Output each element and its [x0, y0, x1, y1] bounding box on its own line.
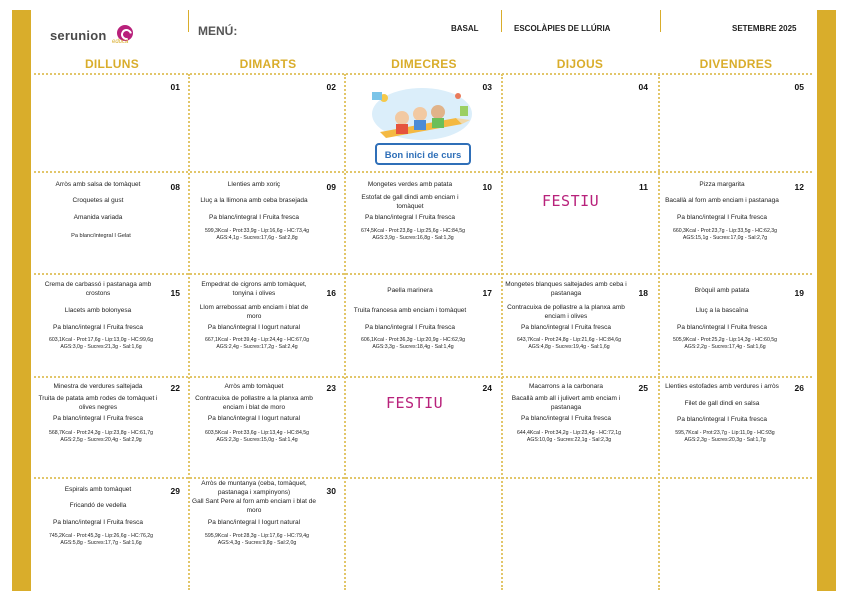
day-number: 12: [794, 182, 804, 192]
day-number: 03: [482, 82, 492, 92]
dessert: Pa blanc/integral I Iogurt natural: [207, 519, 301, 526]
nutrition-line-2: AGS:3,3g - Sucres:18,4g - Sal:1,4g: [372, 344, 454, 350]
day-number: 26: [794, 383, 804, 393]
day-cell: [34, 378, 184, 478]
second-course: Llom arrebossat amb enciam i blat de moro: [199, 304, 309, 320]
day-number: 25: [638, 383, 648, 393]
day-cell: [502, 378, 652, 478]
nutrition-line-1: 745,2Kcal - Prot:45,3g - Lip:26,6g - HC:76,2g: [48, 533, 154, 539]
nutrition-line-1: 667,1Kcal - Prot:39,4g - Lip:24,4g - HC:67,0g: [204, 337, 310, 343]
header-divider: [660, 10, 661, 32]
nutrition-line-2: AGS:2,2g - Sucres:17,4g - Sal:1,6g: [684, 344, 766, 350]
dessert: Pa blanc/integral I Fruita fresca: [53, 519, 143, 526]
second-course: Croquetes al gust: [72, 197, 124, 204]
day-cell: [502, 174, 652, 274]
nutrition-line-1: 660,3Kcal - Prot:23,7g - Lip:33,5g - HC:62,3g: [672, 228, 778, 234]
day-cell: [502, 74, 652, 174]
side-dish: Amanida variada: [73, 214, 123, 221]
nutrition-line-2: AGS:4,3g - Sucres:9,8g - Sal:2,0g: [217, 540, 297, 546]
second-course: Truita de patata amb rodes de tomàquet i olives negres: [38, 395, 158, 411]
first-course: Bròquil amb patata: [694, 287, 750, 294]
holiday-label: FESTIU: [542, 192, 600, 210]
nutrition-line-2: AGS:2,3g - Sucres:15,0g - Sal:1,4g: [216, 437, 298, 443]
day-cell: [34, 174, 184, 274]
first-course: Espirals amb tomàquet: [64, 486, 132, 493]
menu-label: MENÚ:: [198, 24, 238, 38]
first-course: Macarrons a la carbonara: [528, 383, 604, 390]
menu-type: BASAL: [451, 24, 479, 33]
day-number: 01: [170, 82, 180, 92]
dessert: Pa blanc/integral I Fruita fresca: [521, 324, 611, 331]
month-label: SETEMBRE 2025: [732, 24, 797, 33]
day-cell: [34, 276, 184, 376]
day-number: 02: [326, 82, 336, 92]
day-number: 19: [794, 288, 804, 298]
day-cell-empty: [658, 480, 808, 580]
nutrition-line-1: 603,1Kcal - Prot:17,6g - Lip:13,0g - HC:99,6g: [48, 337, 154, 343]
second-course: Lluç a la llimona amb ceba brasejada: [200, 197, 308, 204]
second-course: Llacets amb bolonyesa: [64, 307, 132, 314]
first-course: Mongetes blanques saltejades amb ceba i pastanaga: [505, 281, 627, 297]
day-number: 15: [170, 288, 180, 298]
second-course: Filet de gall dindi en salsa: [684, 400, 760, 407]
day-header-tuesday: DIMARTS: [239, 57, 297, 71]
nutrition-line-1: 674,5Kcal - Prot:23,8g - Lip:25,6g - HC:84,5g: [360, 228, 466, 234]
dessert: Pa blanc/integral I Iogurt natural: [207, 324, 301, 331]
dessert: Pa blanc/integral I Fruita fresca: [677, 416, 767, 423]
first-course: Paella marinera: [387, 287, 433, 294]
first-course: Llenties amb xoriç: [227, 181, 281, 188]
day-header-wednesday: DIMECRES: [391, 57, 457, 71]
nutrition-line-2: AGS:5,8g - Sucres:17,7g - Sal:1,6g: [60, 540, 142, 546]
nutrition-line-1: 599,3Kcal - Prot:33,9g - Lip:16,6g - HC:73,4g: [204, 228, 310, 234]
nutrition-line-1: 505,9Kcal - Prot:25,2g - Lip:14,3g - HC:60,5g: [672, 337, 778, 343]
nutrition-line-2: AGS:2,4g - Sucres:17,2g - Sal:2,4g: [216, 344, 298, 350]
day-cell-empty: [346, 480, 496, 580]
back-to-school-illustration: [366, 84, 478, 168]
first-course: Empedrat de cigrons amb tomàquet, tonyina i olives: [201, 281, 307, 297]
day-cell: [190, 480, 340, 580]
nutrition-line-2: AGS:15,1g - Sucres:17,0g - Sal:2,7g: [682, 235, 768, 241]
day-number: 24: [482, 383, 492, 393]
nutrition-line-2: AGS:10,0g - Sucres:22,1g - Sal:2,3g: [526, 437, 612, 443]
dessert: Pa blanc/integral I Fruita fresca: [677, 214, 767, 221]
dessert: Pa blanc/integral I Fruita fresca: [209, 214, 299, 221]
day-number: 23: [326, 383, 336, 393]
day-header-monday: DILLUNS: [84, 57, 140, 71]
nutrition-line-1: 595,7Kcal - Prot:23,7g - Lip:11,0g - HC:93g: [675, 430, 775, 436]
first-course: Pizza margarita: [699, 181, 745, 188]
nutrition-line-1: 603,5Kcal - Prot:33,6g - Lip:13,4g - HC:84,5g: [204, 430, 310, 436]
nutrition-line-1: 568,7Kcal - Prot:24,3g - Lip:23,8g - HC:61,7g: [48, 430, 154, 436]
first-course: Crema de carbassó i pastanaga amb crostons: [44, 281, 152, 297]
day-number: 10: [482, 182, 492, 192]
day-cell: [190, 378, 340, 478]
second-course: Truita francesa amb enciam i tomàquet: [353, 307, 467, 314]
day-cell: [190, 276, 340, 376]
day-cell: [658, 74, 808, 174]
first-course: Arròs amb salsa de tomàquet: [55, 181, 141, 188]
header-divider: [501, 10, 502, 32]
serunion-logo: [50, 24, 150, 48]
day-number: 30: [326, 486, 336, 496]
day-cell: [190, 174, 340, 274]
day-number: 04: [638, 82, 648, 92]
first-course: Minestra de verdures saltejada: [53, 383, 143, 390]
second-course: Gall Sant Pere al forn amb enciam i blat de moro: [192, 498, 316, 514]
day-number: 17: [482, 288, 492, 298]
second-course: Contracuixa de pollastre a la planxa amb enciam i blat de moro: [195, 395, 313, 411]
right-gold-bar: [817, 10, 836, 591]
day-cell: [190, 74, 340, 174]
day-number: 09: [326, 182, 336, 192]
logo-text: serunion: [50, 28, 107, 43]
second-course: Lluç a la bascaïna: [695, 307, 749, 314]
day-number: 18: [638, 288, 648, 298]
nutrition-line-1: 606,1Kcal - Prot:36,3g - Lip:20,9g - HC:62,9g: [360, 337, 466, 343]
logo-sub: educa: [112, 39, 129, 45]
second-course: Contracuixa de pollastre a la planxa amb enciam i olives: [507, 304, 625, 320]
first-course: Arròs amb tomàquet: [224, 383, 284, 390]
nutrition-line-1: 643,7Kcal - Prot:24,8g - Lip:21,6g - HC:84,6g: [516, 337, 622, 343]
day-cell: [502, 276, 652, 376]
day-number: 05: [794, 82, 804, 92]
nutrition-line-2: AGS:4,1g - Sucres:17,6g - Sal:2,8g: [216, 235, 298, 241]
dessert: Pa blanc/integral I Fruita fresca: [53, 415, 143, 422]
day-cell: [658, 174, 808, 274]
second-course: Estofat de gall dindi amb enciam i tomàquet: [361, 194, 459, 210]
nutrition-line-2: AGS:3,9g - Sucres:16,8g - Sal:1,3g: [372, 235, 454, 241]
day-cell: [346, 378, 496, 478]
day-header-thursday: DIJOUS: [556, 57, 604, 71]
day-cell: [658, 276, 808, 376]
nutrition-line-2: AGS:4,8g - Sucres:19,4g - Sal:1,6g: [528, 344, 610, 350]
day-cell: [658, 378, 808, 478]
day-cell: [346, 174, 496, 274]
day-number: 29: [170, 486, 180, 496]
day-header-friday: DIVENDRES: [699, 57, 773, 71]
nutrition-line-2: AGS:2,5g - Sucres:20,4g - Sal:2,9g: [60, 437, 142, 443]
dessert: Pa blanc/integral I Fruita fresca: [365, 324, 455, 331]
nutrition-line-2: AGS:2,3g - Sucres:20,3g - Sal:1,7g: [684, 437, 766, 443]
dessert: Pa blanc/integral I Fruita fresca: [521, 415, 611, 422]
day-number: 22: [170, 383, 180, 393]
nutrition-line-1: 644,4Kcal - Prot:34,2g - Lip:23,4g - HC:72,1g: [516, 430, 622, 436]
first-course: Mongetes verdes amb patata: [367, 181, 453, 188]
second-course: Bacallà amb all i julivert amb enciam i pastanaga: [511, 395, 621, 411]
day-number: 08: [170, 182, 180, 192]
nutrition-line-2: AGS:3,0g - Sucres:21,3g - Sal:1,6g: [60, 344, 142, 350]
first-course: Arròs de muntanya (ceba, tomàquet, pastanaga i xampinyons): [201, 480, 307, 496]
banner-text: Bon inici de curs: [384, 150, 462, 161]
second-course: Fricandó de vedella: [69, 502, 127, 509]
header-divider: [188, 10, 189, 32]
dessert: Pa blanc/integral I Fruita fresca: [677, 324, 767, 331]
left-gold-bar: [12, 10, 31, 591]
nutrition-line-1: 595,9Kcal - Prot:28,3g - Lip:17,6g - HC:79,4g: [204, 533, 310, 539]
day-number: 16: [326, 288, 336, 298]
school-name: ESCOLÀPIES DE LLÚRIA: [514, 24, 611, 33]
dessert: Pa blanc/integral I Iogurt natural: [207, 415, 301, 422]
dessert: Pa blanc/integral I Gelat: [71, 233, 131, 239]
day-cell: [34, 74, 184, 174]
first-course: Llenties estofades amb verdures i arròs: [665, 383, 779, 390]
day-cell: [346, 276, 496, 376]
second-course: Bacallà al forn amb enciam i pastanaga: [665, 197, 779, 204]
dessert: Pa blanc/integral I Fruita fresca: [365, 214, 455, 221]
day-number: 11: [639, 182, 648, 192]
day-cell: [34, 480, 184, 580]
dessert: Pa blanc/integral I Fruita fresca: [53, 324, 143, 331]
holiday-label: FESTIU: [386, 394, 444, 412]
day-cell-empty: [502, 480, 652, 580]
